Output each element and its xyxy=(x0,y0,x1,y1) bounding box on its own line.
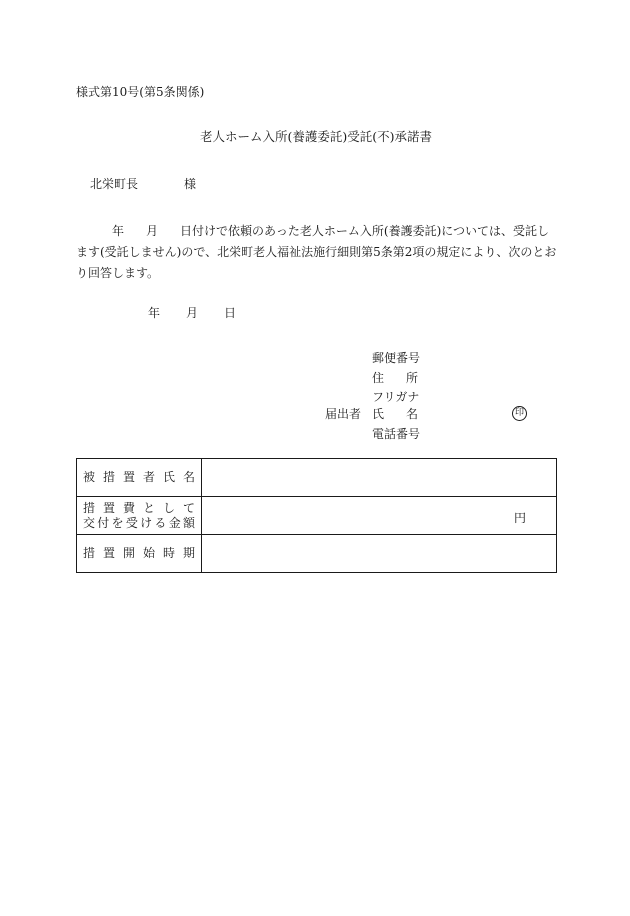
date-month: 月 xyxy=(186,306,199,320)
body-month: 月 xyxy=(146,224,159,238)
date-year: 年 xyxy=(148,306,161,320)
body-line-1-text: 日付けで依頼のあった老人ホーム入所(養護委託)については、受託し xyxy=(180,224,550,238)
recipient-name-label: 被措置者氏名 xyxy=(83,470,195,484)
body-line-2: ます(受託しません)ので、北栄町老人福祉法施行細則第5条第2項の規定により、次のとお xyxy=(76,245,557,259)
furigana-label: フリガナ xyxy=(372,390,420,404)
date-line xyxy=(148,307,236,319)
form-number: 様式第10号(第5条関係) xyxy=(76,85,205,99)
start-date-field[interactable] xyxy=(202,535,557,573)
body-line-3: り回答します。 xyxy=(76,266,160,280)
addressee-honorific: 様 xyxy=(184,177,197,191)
table-row xyxy=(77,497,557,535)
name-label: 氏 名 xyxy=(372,407,418,421)
postal-code-label: 郵便番号 xyxy=(372,351,421,365)
phone-label: 電話番号 xyxy=(372,427,421,441)
amount-label-line2: 交付を受ける金額 xyxy=(83,515,195,530)
table-row xyxy=(77,459,557,497)
seal-icon: 印 xyxy=(512,406,527,421)
yen-unit: 円 xyxy=(513,511,526,525)
applicant-label: 届出者 xyxy=(325,407,362,421)
address-label: 住 所 xyxy=(372,371,418,385)
body-line-1 xyxy=(76,221,560,242)
date-day: 日 xyxy=(224,306,237,320)
table-label-cell xyxy=(77,535,202,573)
table-label-cell xyxy=(77,459,202,497)
recipient-name-field[interactable] xyxy=(202,459,557,497)
document-title: 老人ホーム入所(養護委託)受託(不)承諾書 xyxy=(200,129,433,144)
amount-label-line1: 措置費として xyxy=(83,500,195,515)
body-year: 年 xyxy=(112,224,125,238)
body-paragraph xyxy=(76,221,560,284)
applicant-block xyxy=(325,352,565,448)
amount-field[interactable] xyxy=(202,497,557,535)
start-date-label: 措置開始時期 xyxy=(83,546,195,560)
table-label-cell xyxy=(77,497,202,535)
addressee-mayor: 北栄町長 xyxy=(90,177,139,191)
info-table xyxy=(76,458,557,573)
table-row xyxy=(77,535,557,573)
